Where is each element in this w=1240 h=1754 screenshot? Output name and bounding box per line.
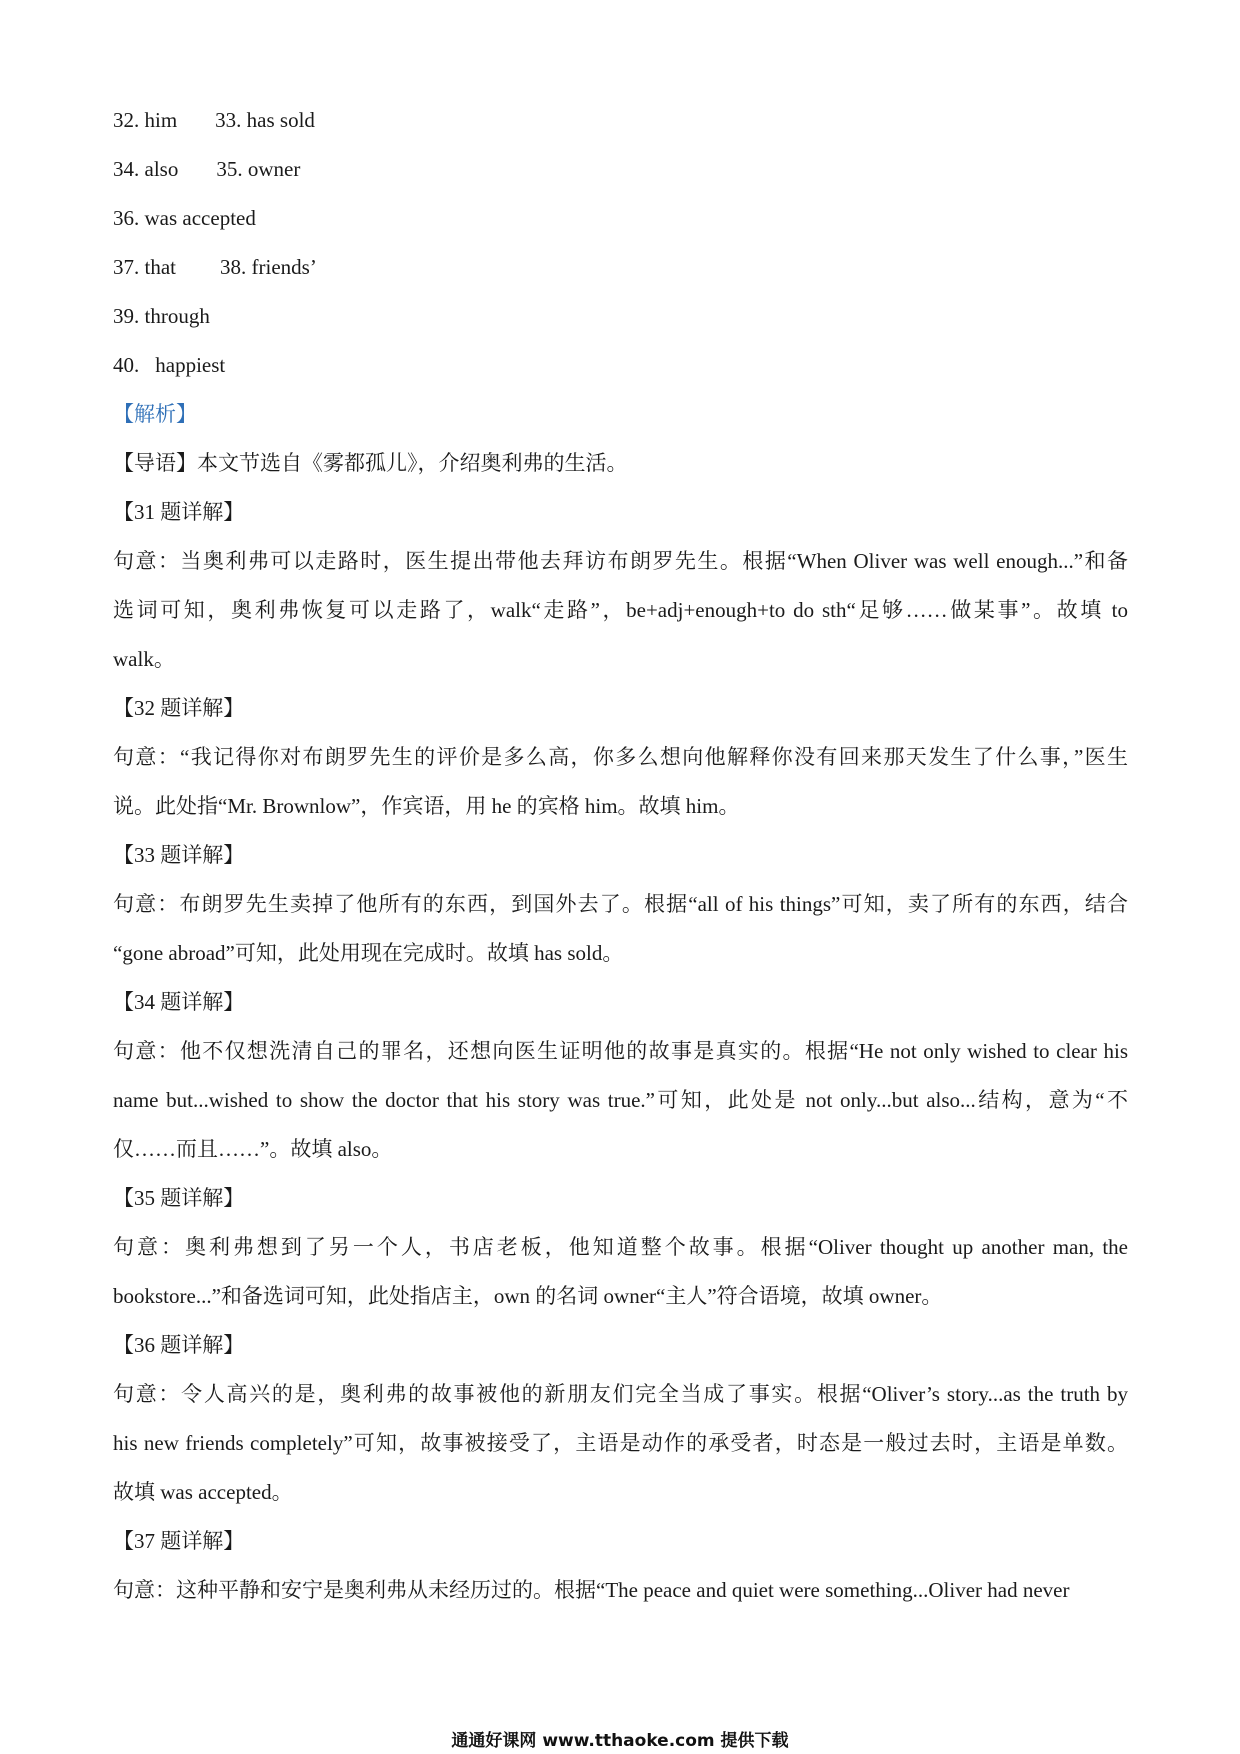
section-heading: 【32 题详解】 xyxy=(113,696,245,720)
answer-38: 38. friends’ xyxy=(220,255,317,279)
section-paragraph xyxy=(113,1223,1128,1321)
section-paragraph xyxy=(113,1370,1128,1517)
section-heading: 【35 题详解】 xyxy=(113,1186,245,1210)
paragraph-line: 说。此处指“Mr. Brownlow”，作宾语，用 he 的宾格 him。故填 him。 xyxy=(113,794,740,818)
answer-40: happiest xyxy=(155,353,226,377)
paragraph-line: 句意：这种平静和安宁是奥利弗从未经历过的。根据“The peace and quiet were something...Oliver had never xyxy=(113,1578,1070,1602)
paragraph-line: name but...wished to show the doctor that his story was true.”可知，此处是 not only...but also...结构，意为“不 xyxy=(113,1088,1128,1112)
answer-row xyxy=(113,243,1128,292)
paragraph-line: 句意：布朗罗先生卖掉了他所有的东西，到国外去了。根据“all of his things”可知，卖了所有的东西，结合 xyxy=(113,892,1128,916)
answer-row xyxy=(113,96,1128,145)
intro-text: 【导语】本文节选自《雾都孤儿》，介绍奥利弗的生活。 xyxy=(113,451,628,475)
document-page xyxy=(113,96,1128,1615)
section-heading: 【34 题详解】 xyxy=(113,990,245,1014)
answer-row xyxy=(113,194,1128,243)
answer-36: 36. was accepted xyxy=(113,206,256,230)
answer-row xyxy=(113,292,1128,341)
paragraph-line: his new friends completely”可知，故事被接受了，主语是动作的承受者，时态是一般过去时，主语是单数。 xyxy=(113,1431,1128,1455)
section-heading: 【36 题详解】 xyxy=(113,1333,245,1357)
answer-34: 34. also xyxy=(113,157,179,181)
answer-row xyxy=(113,145,1128,194)
paragraph-line: bookstore...”和备选词可知，此处指店主，own 的名词 owner“主人”符合语境，故填 owner。 xyxy=(113,1284,943,1308)
paragraph-line: 仅……而且……”。故填 also。 xyxy=(113,1137,393,1161)
answer-32: 32. him xyxy=(113,108,178,132)
answer-35: 35. owner xyxy=(216,157,301,181)
paragraph-line: walk。 xyxy=(113,647,175,671)
paragraph-line: 选词可知，奥利弗恢复可以走路了，walk“走路”，be+adj+enough+to do sth“足够……做某事”。故填 to xyxy=(113,598,1128,622)
paragraph-line: 句意：奥利弗想到了另一个人，书店老板，他知道整个故事。根据“Oliver thought up another man, the xyxy=(113,1235,1128,1259)
answer-33: 33. has sold xyxy=(215,108,315,132)
section-heading: 【37 题详解】 xyxy=(113,1529,245,1553)
explanation-sections xyxy=(113,488,1128,1615)
footer-watermark: 通通好课网 www.tthaoke.com 提供下载 xyxy=(451,1731,789,1751)
answer-40-number: 40. xyxy=(113,353,140,377)
section-paragraph xyxy=(113,880,1128,978)
paragraph-line: 句意：他不仅想洗清自己的罪名，还想向医生证明他的故事是真实的。根据“He not only wished to clear his xyxy=(113,1039,1128,1063)
section-paragraph xyxy=(113,537,1128,684)
answer-37: 37. that xyxy=(113,255,176,279)
paragraph-line: 句意：“我记得你对布朗罗先生的评价是多么高，你多么想向他解释你没有回来那天发生了什么事，”医生 xyxy=(113,745,1128,769)
analysis-label: 【解析】 xyxy=(113,402,197,426)
section-paragraph xyxy=(113,733,1128,831)
paragraph-line: 句意：当奥利弗可以走路时，医生提出带他去拜访布朗罗先生。根据“When Oliver was well enough...”和备 xyxy=(113,549,1128,573)
section-heading: 【31 题详解】 xyxy=(113,500,245,524)
section-heading: 【33 题详解】 xyxy=(113,843,245,867)
section-paragraph xyxy=(113,1027,1128,1174)
paragraph-line: 句意：令人高兴的是，奥利弗的故事被他的新朋友们完全当成了事实。根据“Oliver’s story...as the truth by xyxy=(113,1382,1128,1406)
paragraph-line: 故填 was accepted。 xyxy=(113,1480,293,1504)
answer-row xyxy=(113,341,1128,390)
paragraph-line: “gone abroad”可知，此处用现在完成时。故填 has sold。 xyxy=(113,941,624,965)
section-paragraph xyxy=(113,1566,1128,1615)
answer-39: 39. through xyxy=(113,304,210,328)
